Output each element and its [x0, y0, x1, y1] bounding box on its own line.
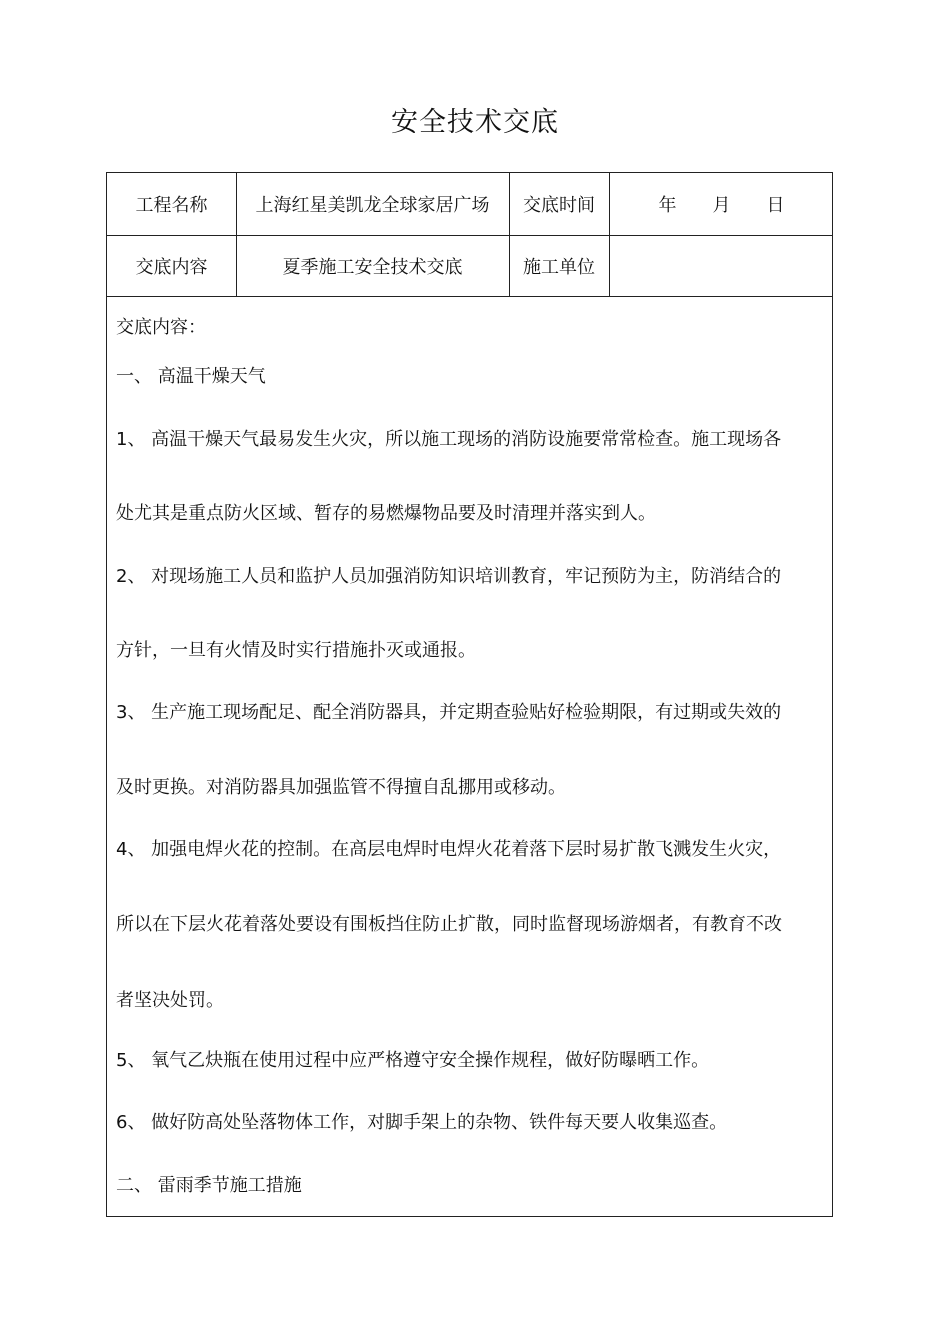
paragraph-line: 方针，一旦有火情及时实行措施扑灭或通报。: [116, 640, 476, 661]
row-divider: [107, 296, 832, 297]
paragraph-line: 者坚决处罚。: [116, 990, 224, 1011]
disclosure-form: [106, 172, 833, 1217]
paragraph-line: 3、 生产施工现场配足、配全消防器具，并定期查验贴好检验期限，有过期或失效的: [116, 702, 782, 723]
paragraph-line: 5、 氧气乙炔瓶在使用过程中应严格遵守安全操作规程，做好防曝晒工作。: [116, 1050, 710, 1071]
construction-unit-value: [609, 235, 834, 296]
paragraph-line: 6、 做好防高处坠落物体工作，对脚手架上的杂物、铁件每天要人收集巡查。: [116, 1112, 728, 1133]
section-heading: 二、 雷雨季节施工措施: [116, 1175, 302, 1196]
construction-unit-label: 施工单位: [523, 256, 595, 278]
disclosure-content-value: 夏季施工安全技术交底: [282, 256, 463, 278]
paragraph-line: 所以在下层火花着落处要设有围板挡住防止扩散，同时监督现场游烟者，有教育不改: [116, 914, 782, 935]
disclosure-time-label: 交底时间: [523, 195, 595, 216]
paragraph-line: 1、 高温干燥天气最易发生火灾，所以施工现场的消防设施要常常检查。施工现场各: [116, 429, 782, 450]
paragraph-line: 2、 对现场施工人员和监护人员加强消防知识培训教育，牢记预防为主，防消结合的: [116, 566, 782, 587]
project-name-label: 工程名称: [135, 195, 208, 216]
paragraph-line: 处尤其是重点防火区域、暂存的易燃爆物品要及时清理并落实到人。: [116, 503, 656, 524]
content-heading: 交底内容：: [116, 317, 206, 338]
paragraph-line: 4、 加强电焊火花的控制。在高层电焊时电焊火花着落下层时易扩散飞溅发生火灾，: [116, 839, 782, 860]
section-heading: 一、 高温干燥天气: [116, 366, 266, 387]
disclosure-content-label: 交底内容: [135, 256, 208, 278]
project-name-value: 上海红星美凯龙全球家居广场: [255, 195, 490, 216]
page-title: 安全技术交底: [391, 107, 559, 138]
paragraph-line: 及时更换。对消防器具加强监管不得擅自乱挪用或移动。: [116, 777, 566, 798]
disclosure-time-value: 年 月 日: [658, 195, 785, 216]
